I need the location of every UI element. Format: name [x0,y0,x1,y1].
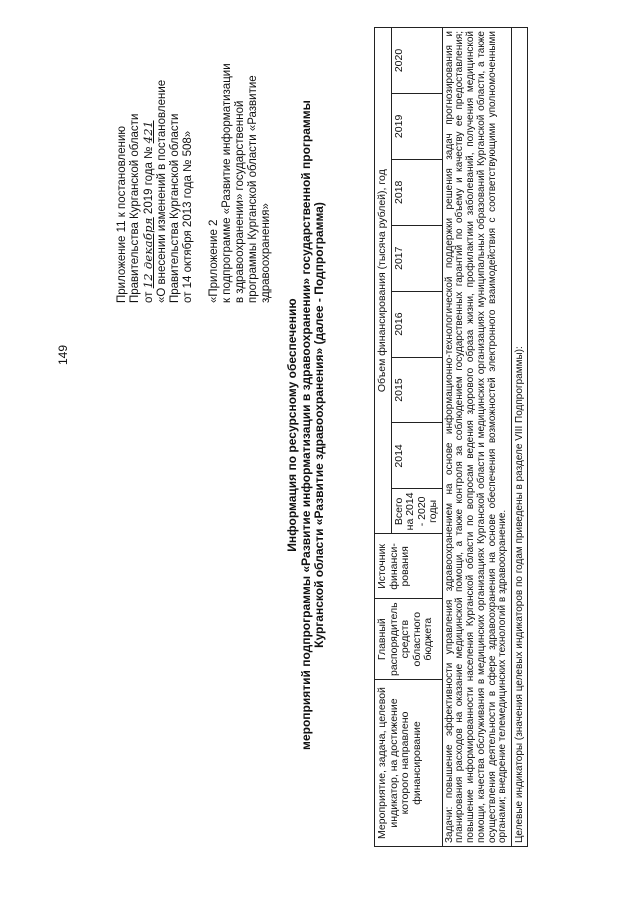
task-description: Задачи: повышение эффективности управления здравоохранением на основе информационно-технологической поддержки решения задач прогнозирования и планирования расходов на оказание медицинской помощи, а также контроля за соблюдением государственных гарантий по объему и качеству ее предоставления; повышение информированности населения Курганской области по вопросам ведения здорового образа жизни, профилактики заболеваний, получения медицинской помощи, качества обслуживания в медицинских организациях Курганской области и медицинских организациях муниципальных образований Курганской области, а также осуществления деятельности в сфере здравоохранения на основе обеспечения возможностей электронного взаимодействия с соответствующими уполномоченными органами; внедрение телемедицинских технологий в здравоохранение. [442,28,512,847]
annex-line: в здравоохранении» государственной [234,100,246,303]
page-number: 149 [56,344,70,365]
header-source: Источник финанси-рования [375,534,443,599]
header-year: 2016 [391,291,442,357]
annex-line: «Приложение 2 [208,219,220,303]
handwritten-date: 12 декабря [141,217,155,289]
approval-line: «О внесении изменений в постановление [156,79,168,303]
table-row [442,28,512,847]
table-header-row [375,28,392,847]
header-total: Всего на 2014 - 2020 годы [391,489,442,534]
header-year: 2017 [391,225,442,291]
annex-line: к подпрограмме «Развитие информатизации [221,63,233,303]
header-volume: Объем финансирования (тысяча рублей), год [375,28,392,534]
approval-year: 2019 года № [143,146,155,215]
header-year: 2020 [391,28,442,94]
title-line: Курганской области «Развитие здравоохранения» (далее - Подпрограмма) [312,202,326,648]
approval-prefix: от [143,291,155,303]
header-event: Мероприятие, задача, целевой индикатор, на достижение которого направлено финансирование [375,680,443,847]
annex-line: программы Курганской области «Развитие [247,75,259,303]
header-year: 2019 [391,93,442,159]
table-row [512,28,528,847]
header-year: 2014 [391,423,442,489]
approval-line: Правительства Курганской области [169,113,181,303]
header-manager: Главный распорядитель средств областного бюджета [375,599,443,680]
approval-note [116,3,195,303]
title-line: Информация по ресурсному обеспечению [285,298,299,552]
financing-table [374,27,528,847]
annex-line: здравоохранения» [260,203,272,303]
approval-line: от 14 октября 2013 года № 508» [182,130,194,303]
annex-note [208,3,273,303]
approval-line: Правительства Курганской области [129,113,141,303]
header-year: 2015 [391,357,442,423]
indicators-label: Целевые индикаторы (значения целевых индикаторов по годам приведены в разделе VIII Подпрограммы): [512,28,528,847]
document-title [286,35,327,815]
approval-line: Приложение 11 к постановлению [116,125,128,303]
header-year: 2018 [391,159,442,225]
approval-date-line [142,3,156,303]
handwritten-number: 421 [141,120,155,144]
title-line: мероприятий подпрограммы «Развитие информатизации в здравоохранении» государственной программы [298,100,313,750]
